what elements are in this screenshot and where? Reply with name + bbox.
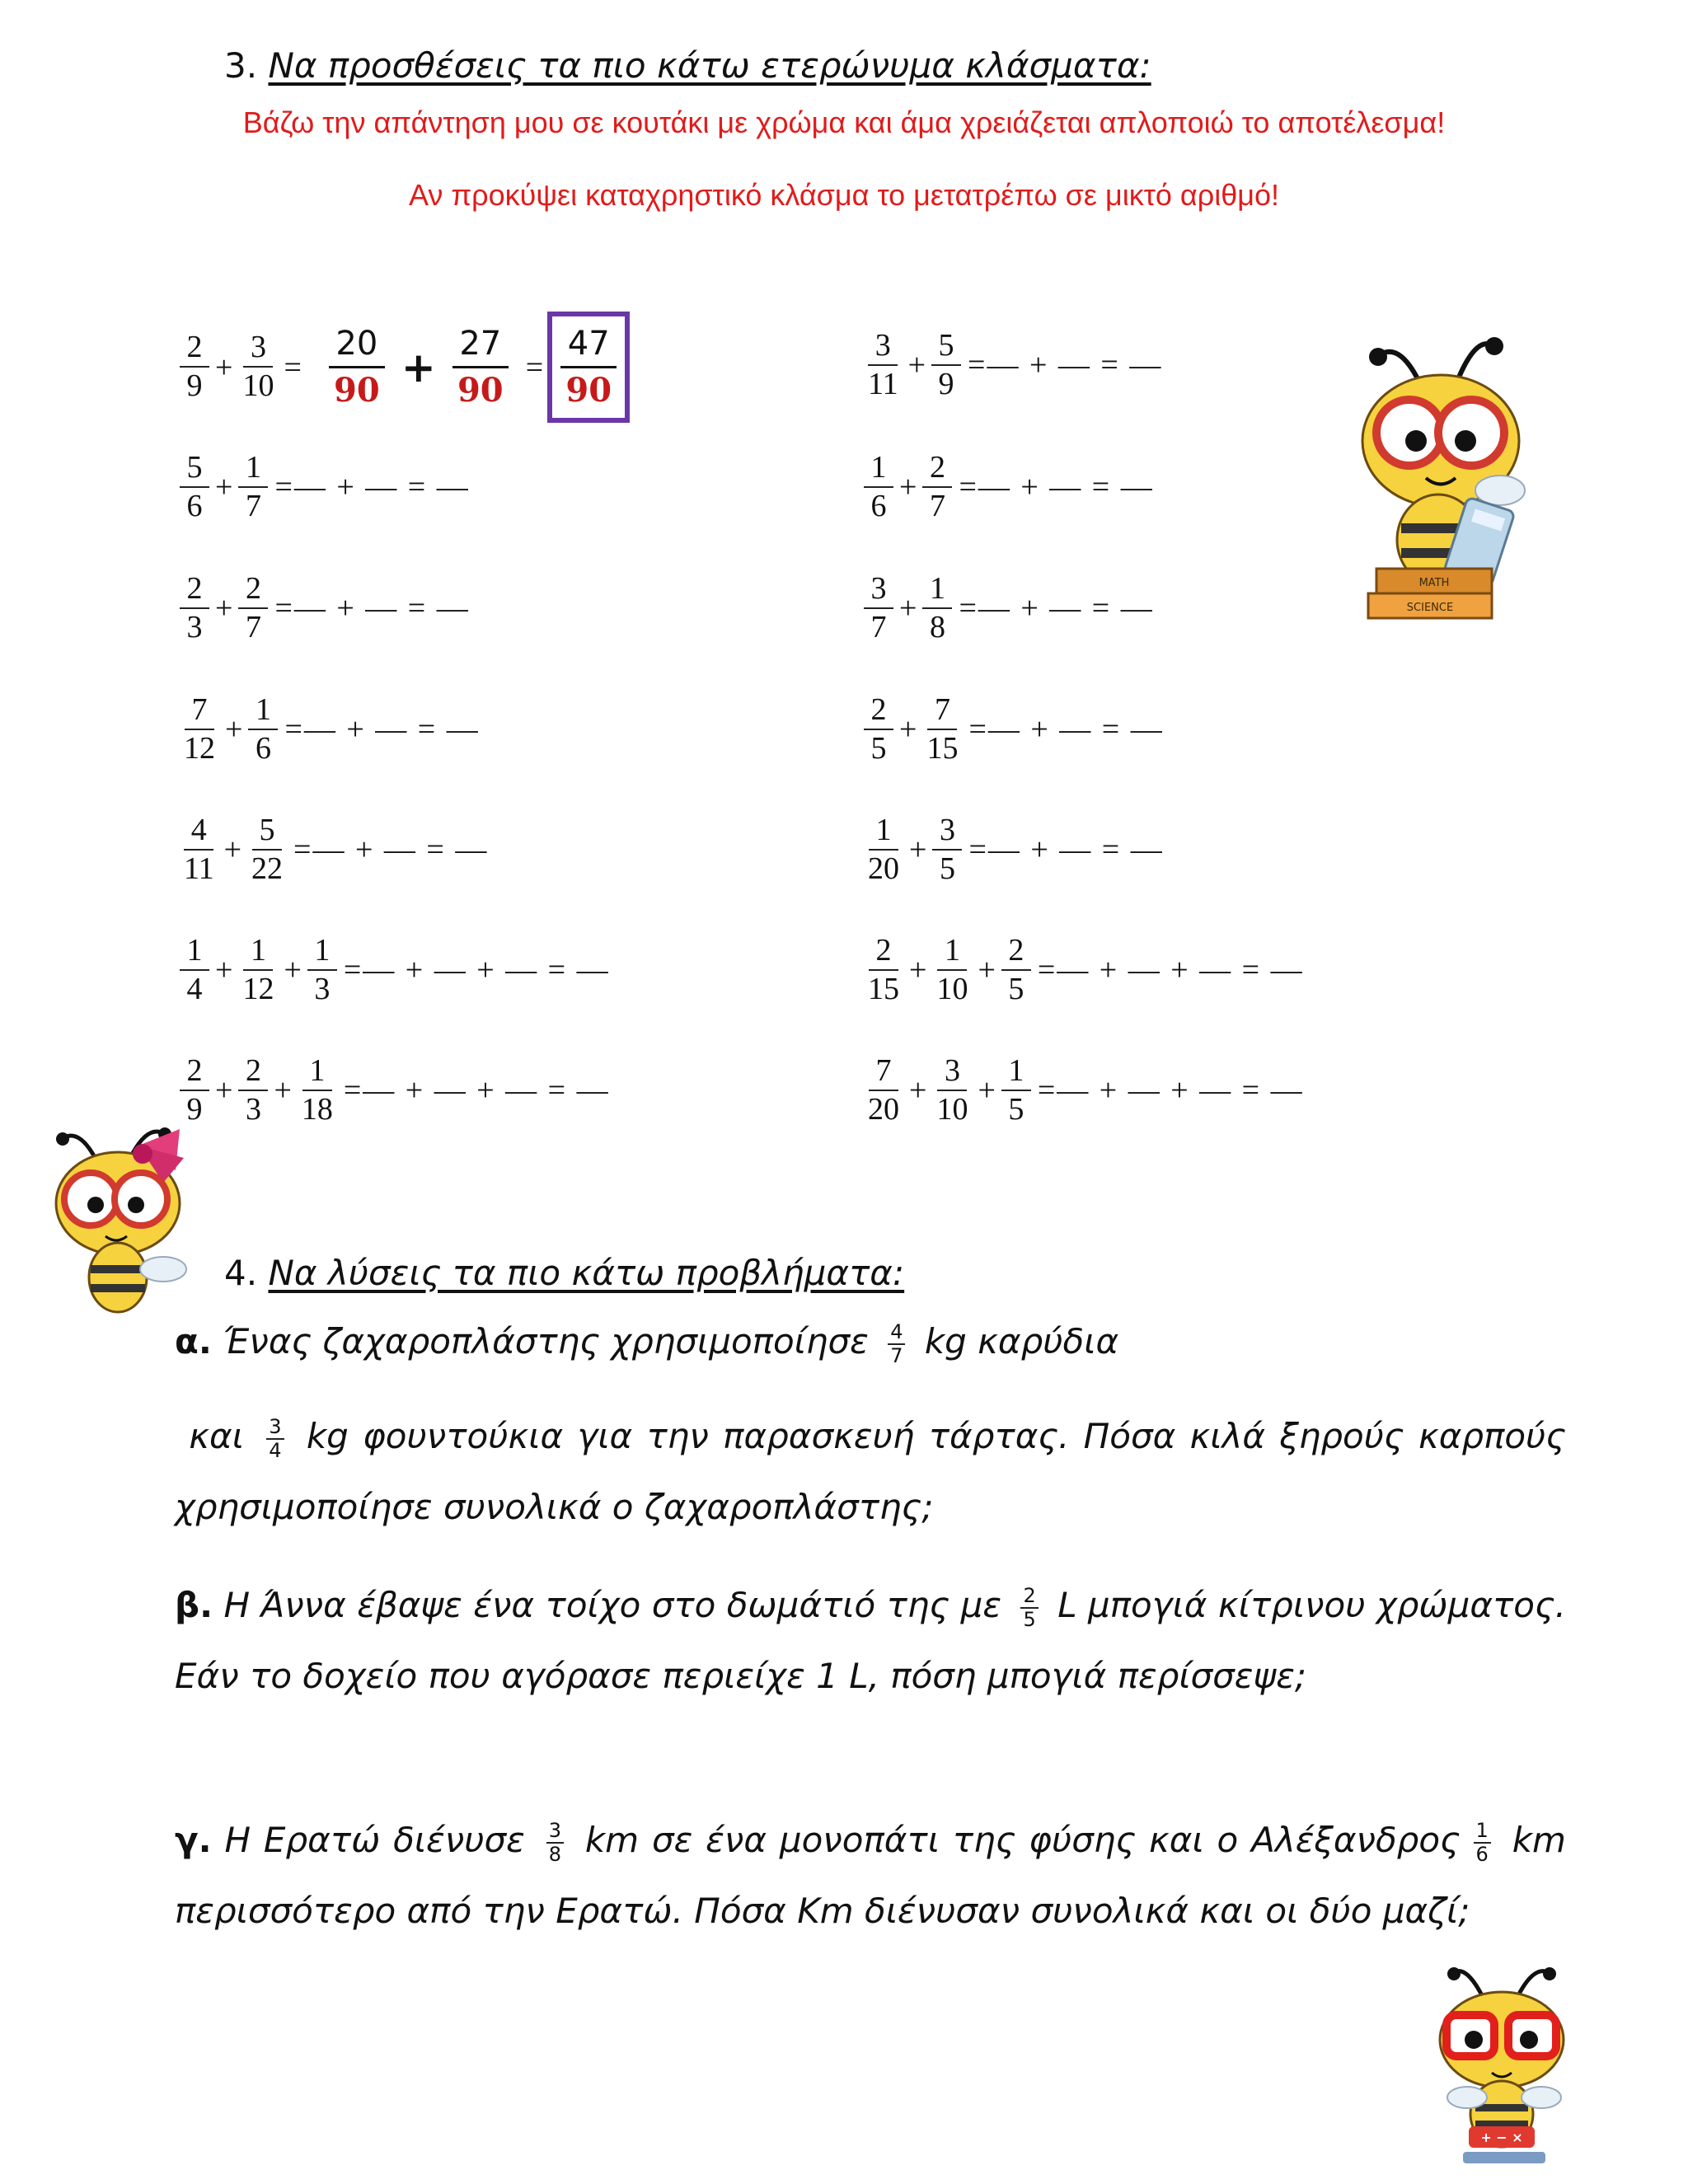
exercise-right-3 xyxy=(862,573,1154,644)
answer-box xyxy=(547,312,630,423)
problem-c xyxy=(175,1805,1566,1947)
fraction: $\frac{2}{5}$ xyxy=(1001,935,1031,1006)
answer-blanks: =— + — + — = — xyxy=(343,953,610,988)
answer-blanks: =— + — = — xyxy=(959,591,1154,626)
fraction: $\frac{3}{7}$ xyxy=(864,573,893,644)
answer-blanks: =— + — = — xyxy=(274,470,470,505)
problem-c-text-2: km σε ένα μονοπάτι της φύσης και ο Αλέξανδρος xyxy=(584,1820,1461,1860)
fraction: $\frac{2}{3}$ xyxy=(238,1055,268,1127)
fraction: $\frac{5}{22}$ xyxy=(251,813,284,886)
answer-blanks: =— + — + — = — xyxy=(1037,1073,1304,1108)
fraction: $\frac{1}{18}$ xyxy=(301,1053,333,1127)
problem-c-text-1: Η Ερατώ διένυσε xyxy=(224,1820,525,1860)
plus-sign: + xyxy=(215,1073,233,1108)
equals-sign: = xyxy=(284,349,302,385)
svg-text:+ − ×: + − × xyxy=(1480,2130,1523,2145)
exercise-left-4 xyxy=(178,814,488,886)
fraction: $\frac{7}{15}$ xyxy=(926,692,959,766)
exercise-right-5 xyxy=(862,814,1164,886)
problem-a-text-3: και xyxy=(189,1416,244,1456)
plus-sign: + xyxy=(215,591,233,626)
plus-sign: + xyxy=(909,1073,927,1108)
plus-sign: + xyxy=(215,470,233,505)
fraction: $\frac{2}{5}$ xyxy=(864,694,893,766)
problem-b xyxy=(175,1570,1566,1712)
section3-heading xyxy=(224,45,1151,86)
answer-blanks: =— + — = — xyxy=(959,470,1154,505)
section4-heading xyxy=(224,1253,904,1293)
answer-blanks: =— + — = — xyxy=(284,712,480,748)
answer-fraction: $\frac{47}{90}$ xyxy=(560,325,617,410)
fraction: $\frac{1}{6}$ xyxy=(864,452,893,523)
bee-with-glasses-illustration xyxy=(1418,1957,1591,2172)
fraction: $\frac{2}{15}$ xyxy=(868,933,899,1006)
fraction: $\frac{2}{7}$ xyxy=(922,452,952,523)
answer-blanks: =— + — = — xyxy=(968,348,1163,383)
plus-sign: + xyxy=(274,1073,292,1108)
problem-b-text-2: L μπογιά κίτρινου χρώματος. Εάν το δοχείο που αγόρασε περιείχε 1 L, πόση μπογιά περίσσεψε; xyxy=(175,1585,1566,1696)
answer-blanks: =— + — + — = — xyxy=(1037,953,1304,988)
answer-blanks: =— + — = — xyxy=(274,591,470,626)
plus-sign: + xyxy=(225,712,243,748)
problem-a xyxy=(175,1306,1566,1377)
answer-blanks: =— + — + — = — xyxy=(343,1073,610,1108)
problem-a-cont xyxy=(175,1401,1566,1543)
answer-blanks: =— + — = — xyxy=(968,712,1164,748)
fraction: $\frac{2}{3}$ xyxy=(180,573,209,644)
example-solution xyxy=(316,312,630,423)
fraction: $\frac{1}{10}$ xyxy=(936,933,968,1006)
worked-example xyxy=(178,312,630,423)
fraction: $\frac{2}{9}$ xyxy=(180,331,209,403)
fraction: $\frac{1}{3}$ xyxy=(307,935,337,1006)
fraction: $\frac{3}{8}$ xyxy=(546,1820,564,1865)
exercise-right-6 xyxy=(862,935,1304,1006)
plus-sign: + xyxy=(907,348,926,383)
bee-with-calculator-illustration xyxy=(1343,317,1541,630)
fraction: $\frac{3}{10}$ xyxy=(242,330,274,403)
problem-a-text-2: kg καρύδια xyxy=(924,1321,1119,1361)
problem-a-text-4: kg φουντούκια για την παρασκευή τάρτας. Πόσα κιλά ξηρούς καρπούς χρησιμοποίησε συνολικά ο ζαχαροπλάστης; xyxy=(175,1416,1566,1527)
section3-number: 3. xyxy=(224,45,258,86)
plus-sign: + xyxy=(215,953,233,988)
fraction: $\frac{2}{5}$ xyxy=(1020,1585,1038,1630)
plus-sign: + xyxy=(215,349,233,385)
problem-b-text-1: Η Άννα έβαψε ένα τοίχο στο δωμάτιό της με xyxy=(223,1585,1002,1625)
instruction-2: Αν προκύψει καταχρηστικό κλάσμα το μετατρέπω σε μικτό αριθμό! xyxy=(408,178,1280,212)
equivalent-fraction: $\frac{27}{90}$ xyxy=(452,325,509,410)
plus-sign: + xyxy=(978,953,996,988)
plus-sign: + xyxy=(401,343,436,391)
fraction: $\frac{1}{6}$ xyxy=(248,694,278,766)
exercise-left-2 xyxy=(178,573,470,644)
section4-title: Να λύσεις τα πιο κάτω προβλήματα: xyxy=(268,1253,905,1293)
fraction: $\frac{1}{8}$ xyxy=(922,573,952,644)
answer-blanks: =— + — = — xyxy=(968,832,1164,868)
fraction: $\frac{4}{7}$ xyxy=(888,1321,905,1366)
fraction: $\frac{1}{7}$ xyxy=(238,452,268,523)
fraction: $\frac{2}{9}$ xyxy=(180,1055,209,1127)
fraction: $\frac{3}{11}$ xyxy=(868,328,898,401)
fraction: $\frac{5}{9}$ xyxy=(931,330,961,401)
section3-title: Να προσθέσεις τα πιο κάτω ετερώνυμα κλάσματα: xyxy=(268,45,1151,86)
equivalent-fraction: 20 90 xyxy=(329,325,385,410)
plus-sign: + xyxy=(899,712,917,748)
plus-sign: + xyxy=(899,591,917,626)
exercise-right-7 xyxy=(862,1055,1304,1127)
fraction: $\frac{1}{20}$ xyxy=(868,813,899,886)
fraction: $\frac{1}{6}$ xyxy=(1474,1820,1491,1865)
plus-sign: + xyxy=(223,832,242,868)
fraction: $\frac{1}{5}$ xyxy=(1001,1055,1031,1127)
fraction: $\frac{3}{5}$ xyxy=(932,814,962,886)
equals-sign: = xyxy=(525,349,544,385)
fraction: $\frac{1}{4}$ xyxy=(180,935,209,1006)
fraction: $\frac{7}{20}$ xyxy=(868,1053,899,1127)
problem-b-label: β. xyxy=(175,1585,213,1625)
fraction: $\frac{3}{10}$ xyxy=(936,1053,968,1127)
problem-c-text-3: km περισσότερο από την Ερατώ. Πόσα Km διένυσαν συνολικά και οι δύο μαζί; xyxy=(175,1820,1566,1931)
exercise-right-1 xyxy=(862,330,1162,401)
plus-sign: + xyxy=(909,832,927,868)
exercise-left-5 xyxy=(178,935,610,1006)
fraction: $\frac{3}{4}$ xyxy=(266,1416,284,1461)
exercise-left-1 xyxy=(178,452,470,523)
exercise-left-3 xyxy=(178,694,480,766)
fraction: $\frac{5}{6}$ xyxy=(180,452,209,523)
math-book-label: MATH xyxy=(1418,577,1450,589)
exercise-right-2 xyxy=(862,452,1154,523)
fraction: $\frac{2}{7}$ xyxy=(238,573,268,644)
exercise-right-4 xyxy=(862,694,1164,766)
plus-sign: + xyxy=(284,953,302,988)
plus-sign: + xyxy=(978,1073,996,1108)
science-book-label: SCIENCE xyxy=(1406,602,1454,614)
exercise-left-6 xyxy=(178,1055,610,1127)
problem-a-text-1: Ένας ζαχαροπλάστης χρησιμοποίησε xyxy=(223,1321,869,1361)
plus-sign: + xyxy=(899,470,917,505)
fraction: $\frac{1}{12}$ xyxy=(242,933,274,1006)
bee-with-bow-illustration xyxy=(40,1113,229,1319)
answer-blanks: =— + — = — xyxy=(293,832,489,868)
fraction: $\frac{4}{11}$ xyxy=(184,813,214,886)
plus-sign: + xyxy=(909,953,927,988)
problem-a-label: α. xyxy=(175,1321,212,1361)
section4-number: 4. xyxy=(224,1253,258,1293)
instruction-1: Βάζω την απάντηση μου σε κουτάκι με χρώμα και άμα χρειάζεται απλοποιώ το αποτέλεσμα! xyxy=(242,105,1446,139)
fraction: $\frac{7}{12}$ xyxy=(184,692,215,766)
problem-c-label: γ. xyxy=(175,1820,212,1860)
